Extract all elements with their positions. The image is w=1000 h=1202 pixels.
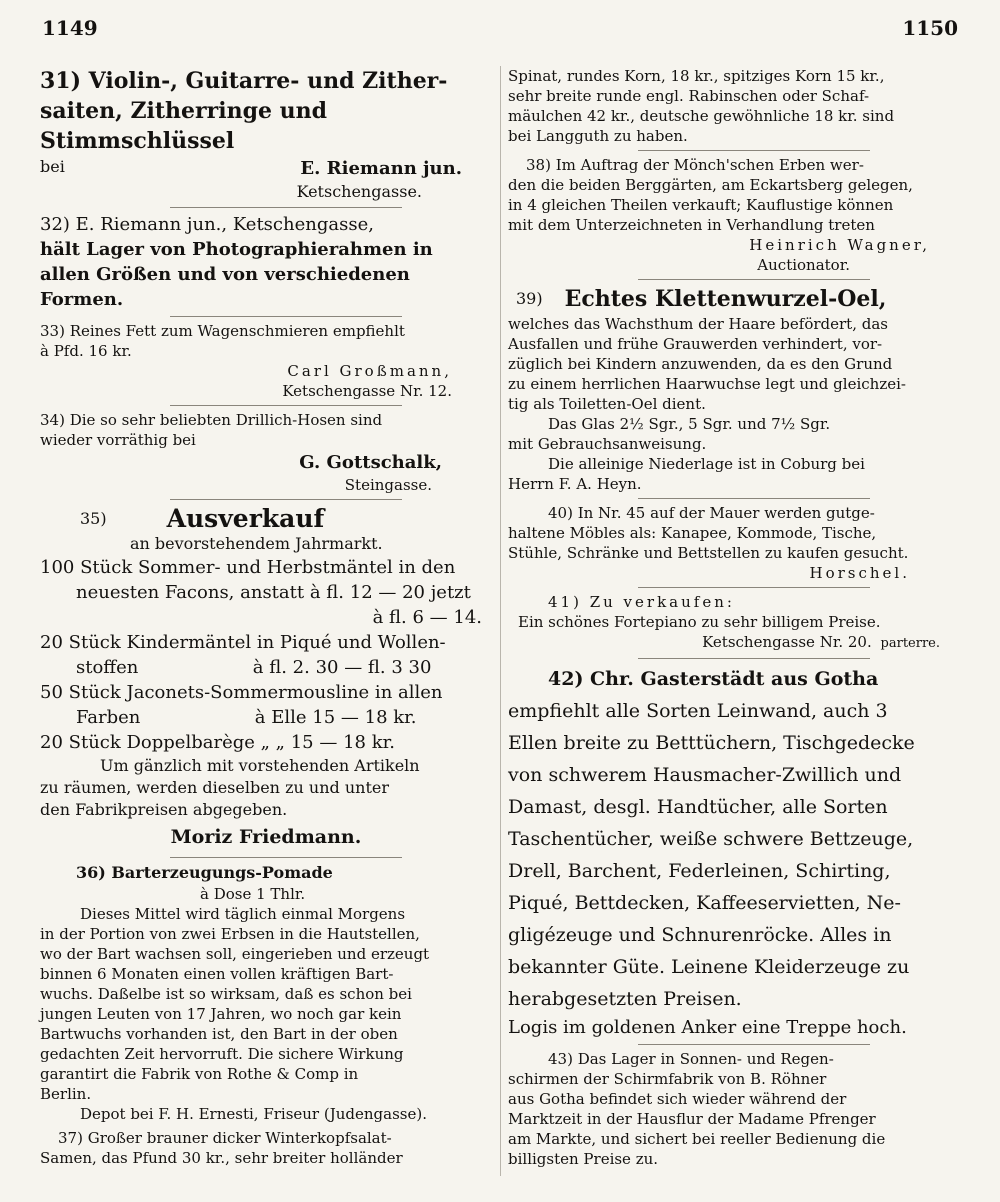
- ad-34-signature: G. Gottschalk,: [299, 452, 442, 473]
- separator: [638, 587, 870, 588]
- ad-40-line: Stühle, Schränke und Bettstellen zu kaufen gesucht.: [508, 544, 909, 562]
- right-column: [508, 66, 960, 1173]
- ad-35-line: 20 Stück Kindermäntel in Piqué und Wollen-: [40, 632, 446, 653]
- ad-37-line: 37) Großer brauner dicker Winterkopfsalat-: [58, 1129, 392, 1147]
- ad-36-body: garantirt die Fabrik von Rothe & Comp in: [40, 1065, 359, 1083]
- ad-36-body: Bartwuchs vorhanden ist, den Bart in der oben: [40, 1025, 398, 1043]
- separator: [170, 857, 402, 858]
- ad-32-line: allen Größen und von verschiedenen: [40, 264, 410, 285]
- ad-37: [40, 1128, 492, 1168]
- ad-34-line: 34) Die so sehr beliebten Drillich-Hosen sind: [40, 411, 383, 429]
- ad-41-line: Ein schönes Fortepiano zu sehr billigem Preise.: [518, 613, 881, 631]
- ad-31-line: saiten, Zitherringe und Stimmschlüssel: [40, 98, 327, 154]
- ad-35-number: 35): [80, 508, 107, 528]
- ad-41-street: Ketschengasse Nr. 20.: [702, 633, 872, 651]
- ad-35-subtitle: an bevorstehendem Jahrmarkt.: [130, 534, 383, 553]
- separator: [638, 1044, 870, 1045]
- separator: [170, 405, 402, 406]
- ad-43-line: 43) Das Lager in Sonnen- und Regen-: [548, 1050, 834, 1068]
- ad-43-line: am Markte, und sichert bei reeller Bedienung die: [508, 1130, 886, 1148]
- ad-31-signature-row: [40, 156, 492, 181]
- ad-39-body: Ausfallen und frühe Grauwerden verhindert, vor-: [508, 335, 883, 353]
- separator: [170, 316, 402, 317]
- ad-40-line: 40) In Nr. 45 auf der Mauer werden gutge-: [548, 504, 875, 522]
- ad-31-line: 31) Violin-, Guitarre- und Zither-: [40, 68, 448, 94]
- ad-37-line: Samen, das Pfund 30 kr., sehr breiter holländer: [40, 1149, 403, 1167]
- ad-33-line: 33) Reines Fett zum Wagenschmieren empfiehlt: [40, 322, 405, 340]
- ad-36-body: in der Portion von zwei Erbsen in die Hautstellen,: [40, 925, 420, 943]
- ad-43-line: aus Gotha befindet sich wieder während der: [508, 1090, 847, 1108]
- ad-42-line: Damast, desgl. Handtücher, alle Sorten: [508, 796, 888, 818]
- ad-36-body: jungen Leuten von 17 Jahren, wo noch gar kein: [40, 1005, 402, 1023]
- ad-35-line: 50 Stück Jaconets-Sommermousline in allen: [40, 682, 443, 703]
- ad-42-heading: 42) Chr. Gasterstädt aus Gotha: [548, 668, 879, 690]
- ad-31-address: Ketschengasse.: [296, 182, 422, 201]
- ad-42-address: Logis im goldenen Anker eine Treppe hoch.: [508, 1017, 907, 1038]
- ad-32-line: hält Lager von Photographierahmen in: [40, 239, 433, 260]
- ad-37-line: bei Langguth zu haben.: [508, 127, 688, 145]
- ad-43-line: Marktzeit in der Hausflur der Madame Pfrenger: [508, 1110, 876, 1128]
- ad-36-body: Berlin.: [40, 1085, 92, 1103]
- ad-36-body: gedachten Zeit hervorruft. Die sichere Wirkung: [40, 1045, 404, 1063]
- ad-43-line: billigsten Preise zu.: [508, 1150, 659, 1168]
- ad-35-line: den Fabrikpreisen abgegeben.: [40, 800, 288, 819]
- ad-35-line: neuesten Facons, anstatt à fl. 12 — 20 jetzt: [76, 582, 471, 603]
- ad-39-heading: Echtes Klettenwurzel-Oel,: [564, 286, 887, 312]
- ad-40-signature: Horschel.: [809, 564, 910, 582]
- ad-42-line: von schwerem Hausmacher-Zwillich und: [508, 764, 902, 786]
- ad-38-signature: Heinrich Wagner,: [749, 236, 930, 254]
- ad-32: [40, 212, 492, 312]
- ad-35-line: Um gänzlich mit vorstehenden Artikeln: [100, 756, 420, 775]
- ad-42: [508, 663, 960, 1040]
- ad-33: [40, 321, 492, 401]
- ad-35-line: stoffen à fl. 2. 30 — fl. 3 30: [76, 657, 432, 678]
- ad-42-line: herabgesetzten Preisen.: [508, 988, 742, 1010]
- ad-32-line: Formen.: [40, 289, 124, 310]
- ad-41-heading: 41) Zu verkaufen:: [548, 593, 735, 611]
- ad-36: [40, 862, 492, 1124]
- ad-42-line: bekannter Güte. Leinene Kleiderzeuge zu: [508, 956, 910, 978]
- ad-31-bei: bei: [40, 157, 65, 176]
- ad-36-body: binnen 6 Monaten einen vollen kräftigen Bart-: [40, 965, 394, 983]
- ad-34-line: wieder vorräthig bei: [40, 431, 196, 449]
- ad-33-address: Ketschengasse Nr. 12.: [282, 382, 452, 400]
- ad-35-line: 100 Stück Sommer- und Herbstmäntel in den: [40, 557, 456, 578]
- ad-39-body: züglich bei Kindern anzuwenden, da es den Grund: [508, 355, 893, 373]
- ad-31: [40, 66, 492, 203]
- ad-38: [508, 155, 960, 275]
- ad-36-body: wo der Bart wachsen soll, eingerieben und erzeugt: [40, 945, 430, 963]
- ad-42-line: Piqué, Bettdecken, Kaffeeservietten, Ne-: [508, 892, 901, 914]
- ad-38-line: 38) Im Auftrag der Mönch'schen Erben wer-: [526, 156, 864, 174]
- separator: [638, 658, 870, 659]
- ad-41-floor: parterre.: [880, 636, 940, 651]
- ad-43-line: schirmen der Schirmfabrik von B. Röhner: [508, 1070, 827, 1088]
- ad-38-line: mit dem Unterzeichneten in Verhandlung treten: [508, 216, 875, 234]
- ad-39-body: mit Gebrauchsanweisung.: [508, 435, 707, 453]
- separator: [638, 150, 870, 151]
- ad-38-line: den die beiden Berggärten, am Eckartsberg gelegen,: [508, 176, 913, 194]
- ad-35-line: à fl. 6 — 14.: [372, 607, 482, 628]
- ad-37-line: sehr breite runde engl. Rabinschen oder Schaf-: [508, 87, 870, 105]
- ad-39-body: zu einem herrlichen Haarwuchse legt und gleichzei-: [508, 375, 906, 393]
- ad-39-body: tig als Toiletten-Oel dient.: [508, 395, 706, 413]
- ad-39-body: Herrn F. A. Heyn.: [508, 475, 642, 493]
- ad-41: [508, 592, 960, 654]
- column-divider: [500, 66, 501, 1176]
- separator: [170, 207, 402, 208]
- ad-35: [40, 504, 492, 853]
- ad-40-line: haltene Möbles als: Kanapee, Kommode, Tische,: [508, 524, 877, 542]
- ad-39: [508, 284, 960, 494]
- ad-39-body: Die alleinige Niederlage ist in Coburg bei: [548, 455, 865, 473]
- ad-35-heading: Ausverkauf: [166, 504, 325, 533]
- ad-37-line: Spinat, rundes Korn, 18 kr., spitziges Korn 15 kr.,: [508, 67, 885, 85]
- ad-34: [40, 410, 492, 495]
- left-column: [40, 66, 492, 1172]
- ad-32-line: 32) E. Riemann jun., Ketschengasse,: [40, 214, 374, 235]
- ad-36-body: Dieses Mittel wird täglich einmal Morgens: [80, 905, 406, 923]
- ad-34-address: Steingasse.: [344, 476, 432, 494]
- ad-36-title: 36) Barterzeugungs-Pomade: [76, 863, 333, 882]
- ad-42-line: gligézeuge und Schnurenröcke. Alles in: [508, 924, 892, 946]
- ad-33-signature: Carl Großmann,: [287, 362, 452, 380]
- page-number-left: 1149: [42, 16, 98, 40]
- separator: [170, 499, 402, 500]
- separator: [638, 279, 870, 280]
- ad-35-line: zu räumen, werden dieselben zu und unter: [40, 778, 389, 797]
- page-number-right: 1150: [902, 16, 958, 40]
- ad-37-line: mäulchen 42 kr., deutsche gewöhnliche 18 kr. sind: [508, 107, 895, 125]
- ad-35-line: Farben à Elle 15 — 18 kr.: [76, 707, 417, 728]
- ad-39-price: Das Glas 2½ Sgr., 5 Sgr. und 7½ Sgr.: [548, 415, 831, 433]
- ad-36-depot: Depot bei F. H. Ernesti, Friseur (Judengasse).: [80, 1105, 427, 1123]
- ad-37-continued: [508, 66, 960, 146]
- ad-43: [508, 1049, 960, 1169]
- ad-36-price: à Dose 1 Thlr.: [200, 885, 306, 903]
- ad-39-number: 39): [516, 289, 543, 308]
- ad-42-line: empfiehlt alle Sorten Leinwand, auch 3: [508, 700, 888, 722]
- ad-38-title: Auctionator.: [757, 256, 850, 274]
- ad-41-address: [508, 632, 940, 654]
- ad-33-line: à Pfd. 16 kr.: [40, 342, 132, 360]
- ad-42-line: Drell, Barchent, Federleinen, Schirting,: [508, 860, 891, 882]
- ad-38-line: in 4 gleichen Theilen verkauft; Kauflustige können: [508, 196, 894, 214]
- ad-36-body: wuchs. Daßelbe ist so wirksam, daß es schon bei: [40, 985, 412, 1003]
- ad-39-header: [508, 284, 960, 314]
- ad-40: [508, 503, 960, 583]
- ad-42-line: Taschentücher, weiße schwere Bettzeuge,: [508, 828, 914, 850]
- separator: [638, 498, 870, 499]
- ad-35-header: [40, 504, 492, 533]
- ad-39-body: welches das Wachsthum der Haare befördert, das: [508, 315, 888, 333]
- ad-42-line: Ellen breite zu Betttüchern, Tischgedecke: [508, 732, 915, 754]
- ad-35-signature: Moriz Friedmann.: [170, 826, 362, 848]
- ad-35-line: 20 Stück Doppelbarège „ „ 15 — 18 kr.: [40, 732, 395, 753]
- ad-31-name: E. Riemann jun.: [300, 158, 462, 179]
